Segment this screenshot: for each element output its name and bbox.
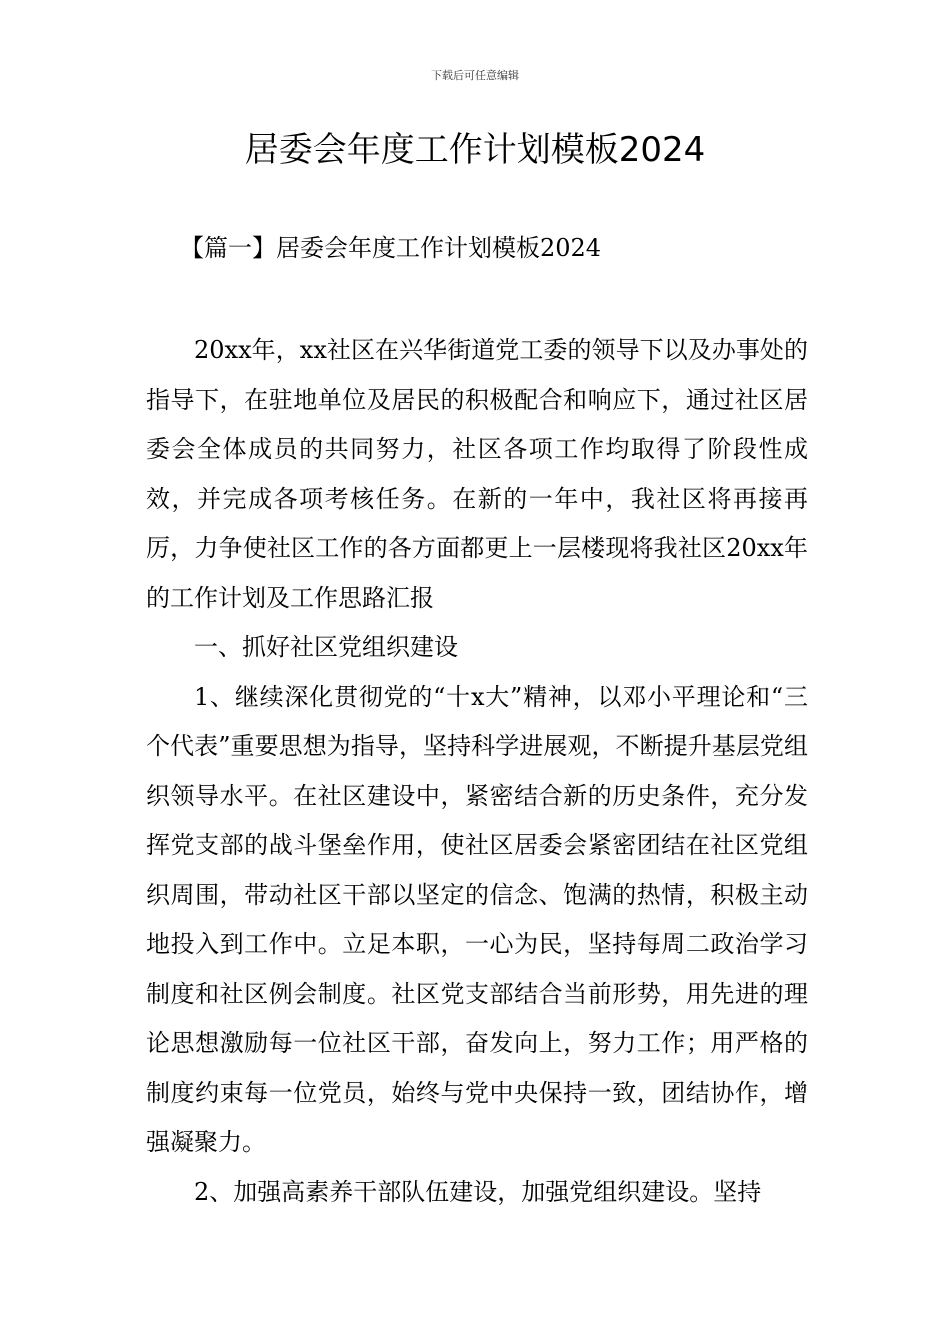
paragraph-section-one-heading: 一、抓好社区党组织建设 [194,633,458,661]
section-heading: 【篇一】居委会年度工作计划模板2024 [180,234,602,262]
paragraph-item-one: 1、继续深化贯彻党的“十x大”精神，以邓小平理论和“三个代表”重要思想为指导，坚持科学进展观，不断提升基层党组织领导水平。在社区建设中，紧密结合新的历史条件，充分发挥党支部的战斗堡垒作用，使社区居委会紧密团结在社区党组织周围，带动社区干部以坚定的信念、饱满的热情，积极主动地投入到工作中。立足本职，一心为民，坚持每周二政治学习制度和社区例会制度。社区党支部结合当前形势，用先进的理论思想激励每一位社区干部，奋发向上，努力工作；用严格的制度约束每一位党员，始终与党中央保持一致，团结协作，增强凝聚力。 [146,682,808,1156]
paragraph-item-two: 2、加强高素养干部队伍建设，加强党组织建设。坚持 [194,1177,762,1206]
document-body [146,326,808,1217]
document-title: 居委会年度工作计划模板2024 [244,130,706,170]
paragraph-intro: 20xx年，xx社区在兴华街道党工委的领导下以及办事处的指导下，在驻地单位及居民的积极配合和响应下，通过社区居委会全体成员的共同努力，社区各项工作均取得了阶段性成效，并完成各项考核任务。在新的一年中，我社区将再接再厉，力争使社区工作的各方面都更上一层楼现将我社区20xx年的工作计划及工作思路汇报 [146,336,808,612]
header-note: 下载后可任意编辑 [431,69,519,82]
